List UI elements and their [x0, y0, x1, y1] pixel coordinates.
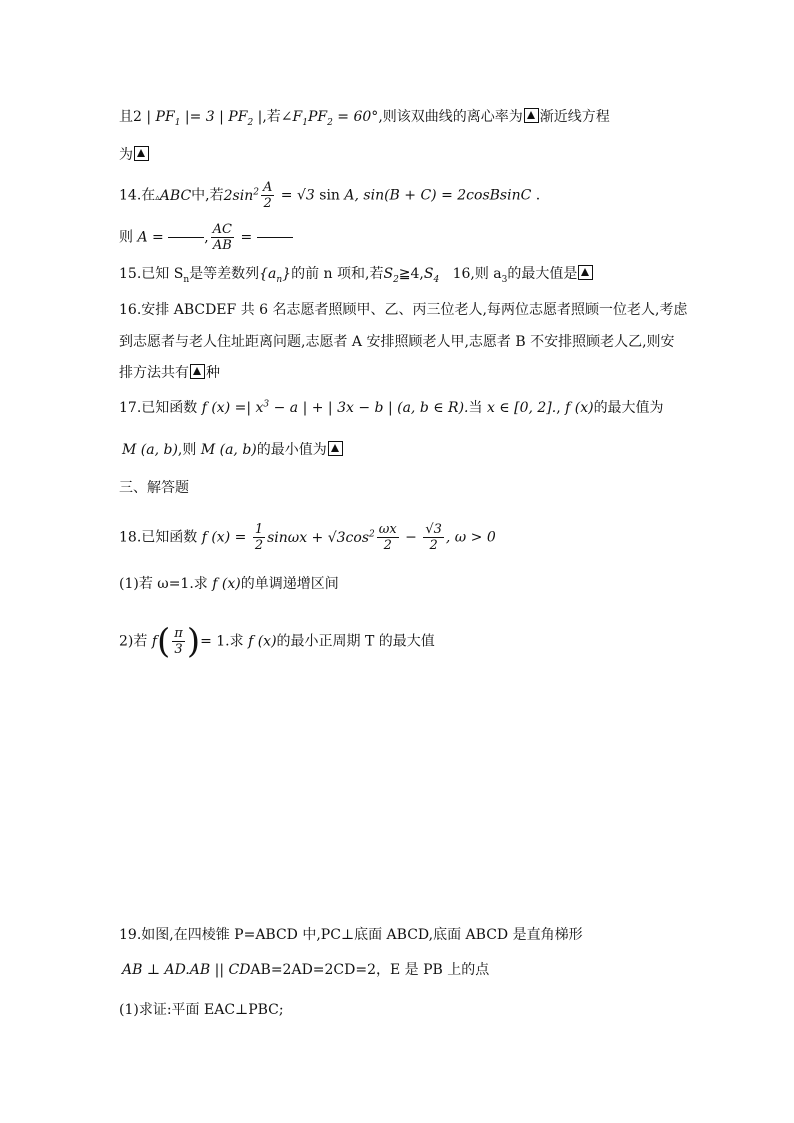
q14-label: 14.在 [119, 187, 156, 204]
q18-p2b: = 1.求 [200, 633, 244, 650]
q18-line1: 18.已知函数 f (x) = $\frac{1}{2}$ $\sin\omega x + √3\cos^2$ $\frac{\omega x}{2}$ − $\frac{√3}{2}$ , ω > 0 [119, 522, 496, 553]
q18-p2c: 的最小正周期 T 的最大值 [276, 633, 435, 650]
q13-mid: ,若 [262, 109, 281, 125]
q14-line1: 14.在▵ABC中,若$2\sin^2$ $\frac{A}{2}$ = √3 sin A, sin(B + C) = 2cosBsinC . [119, 180, 541, 211]
q18-p1b: 的单调递增区间 [240, 576, 339, 592]
q17-line1: 17.已知函数 f (x) =| $x^3 - a$ | + | 3x − b | (a, b ∈ R).当 x ∈ [0, 2]., f (x)的最大值为 [119, 399, 664, 416]
q13-line2-text: 为 [119, 147, 133, 163]
q16-line3a: 排方法共有 [119, 365, 189, 381]
q15-t3: 16,则 [452, 266, 489, 282]
answer-blank-icon [524, 108, 539, 123]
q13-text2: 渐近线方程 [539, 109, 610, 125]
frac-num: AC [212, 222, 232, 237]
answer-blank-icon [134, 146, 149, 161]
q13-prefix: 且2 [119, 109, 142, 125]
q18-part2: 2)若 f( $\frac{\pi}{3}$ )= 1.求 f (x)的最小正周期 T 的最大值 [119, 621, 435, 662]
fill-blank [168, 236, 204, 238]
q15-t1: 是等差数列 [189, 266, 260, 282]
q15-line: 15.已知 $S_n$是等差数列$\{a_n\}$的前 n 项和,若$S_2≧4,S_4$ 16,则 $a_3$的最大值是 [119, 264, 594, 284]
q14-t1: 中,若 [191, 187, 224, 204]
answer-blank-icon [190, 364, 205, 379]
q15-t4: 的最大值是 [507, 266, 578, 282]
answer-blank-icon [578, 265, 593, 280]
q13-text1: ,则该双曲线的离心率为 [378, 109, 523, 125]
q15-t2: 的前 n 项和,若 [291, 266, 384, 282]
q17-line2: M (a, b),则 M (a, b)的最小值为 [122, 440, 344, 460]
q18-label: 18.已知函数 [119, 529, 198, 546]
q14-line2: 则 A = , $\frac{AC}{AB}$ = [119, 222, 293, 253]
q17-t4: 的最小值为 [256, 442, 327, 458]
q19-line2: AB ⊥ AD.AB || CDAB=2AD=2CD=2，E 是 PB 上的点 [122, 962, 490, 978]
q17-t2: 的最大值为 [593, 400, 664, 416]
q19-line3: (1)求证:平面 EAC⊥PBC; [119, 1002, 284, 1018]
q16-line2: 到志愿者与老人住址距离问题,志愿者 A 安排照顾老人甲,志愿者 B 不安排照顾老人乙,则安 [119, 334, 675, 350]
q16-line3b: 种 [206, 365, 220, 381]
q19-line2b: AB=2AD=2CD=2，E 是 PB 上的点 [250, 962, 490, 978]
answer-blank-icon [328, 441, 343, 456]
section-heading: 三、解答题 [119, 480, 189, 496]
q17-t1: 当 [468, 400, 483, 416]
q19-line1: 19.如图,在四棱锥 P=ABCD 中,PC⊥底面 ABCD,底面 ABCD 是直角梯形 [119, 927, 583, 943]
fill-blank [257, 236, 293, 238]
q18-part1: (1)若 ω=1.求 f (x)的单调递增区间 [119, 576, 339, 592]
q13-line2 [119, 145, 150, 165]
q18-p2a: 2)若 [119, 633, 148, 650]
q17-label: 17.已知函数 [119, 400, 198, 416]
q16-line3 [119, 363, 220, 383]
q13-line1: 且2 | $PF_1$ |= 3 | $PF_2$ |,若$\angle F_1PF_2 = 60^\circ$,则该双曲线的离心率为 渐近线方程 [119, 109, 610, 128]
q18-p1a: (1)若 ω=1.求 [119, 576, 208, 592]
q15-label: 15.已知 [119, 266, 170, 282]
frac-den: AB [212, 238, 232, 253]
q16-line1: 16.安排 ABCDEF 共 6 名志愿者照顾甲、乙、丙三位老人,每两位志愿者照顾一位老人,考虑 [119, 302, 688, 318]
q14-t2: 则 [119, 229, 133, 246]
q17-t3: ,则 [177, 442, 197, 458]
